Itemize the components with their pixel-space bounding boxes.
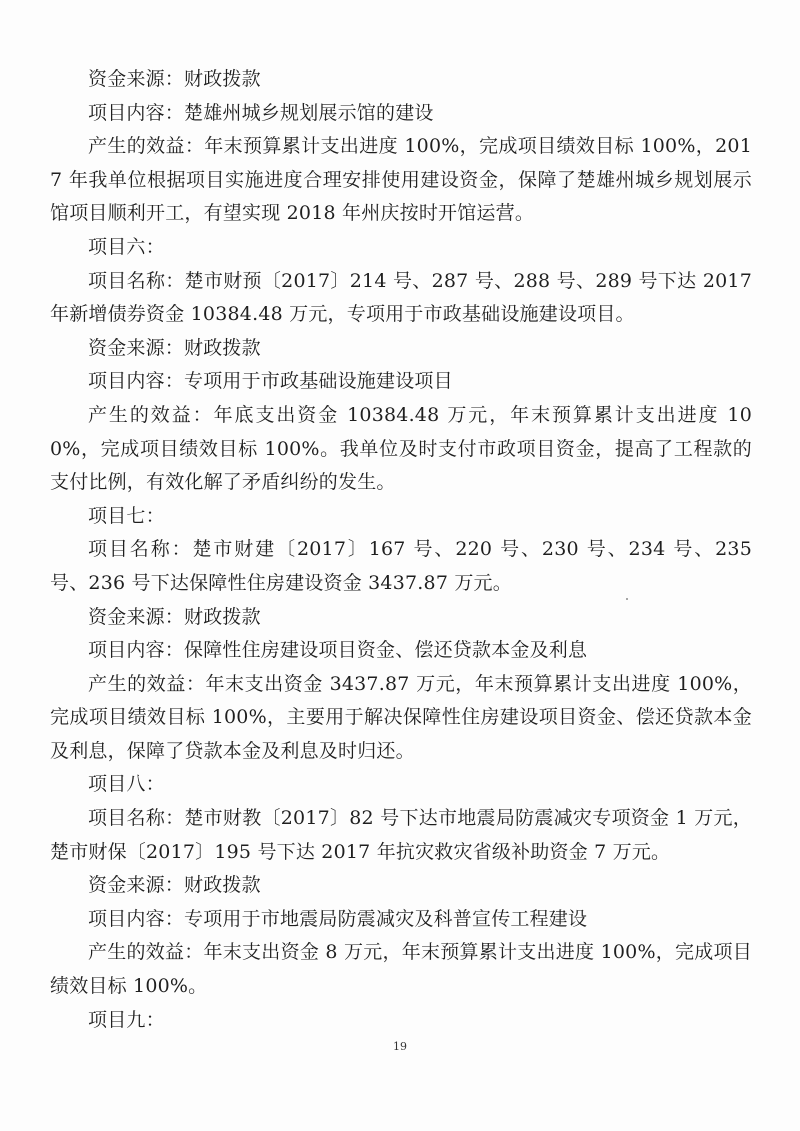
project-name-paragraph: 项目名称：楚市财预〔2017〕214 号、287 号、288 号、289 号下达 2017 年新增债券资金 10384.48 万元，专项用于市政基础设施建设项目。 <box>50 269 752 326</box>
benefit-paragraph: 产生的效益：年末预算累计支出进度 100%，完成项目绩效目标 100%，2017 年我单位根据项目实施进度合理安排使用建设资金，保障了楚雄州城乡规划展示馆项目顺利开工，有望实现 2018 年州庆按时开馆运营。 <box>50 135 752 225</box>
project-heading-8: 项目八： <box>88 773 165 796</box>
funding-source-paragraph: 资金来源：财政拨款 <box>88 605 261 628</box>
funding-source-paragraph: 资金来源：财政拨款 <box>88 68 261 90</box>
project-content-paragraph: 项目内容：楚雄州城乡规划展示馆的建设 <box>88 101 434 124</box>
project-heading-6: 项目六： <box>88 235 165 258</box>
benefit-paragraph: 产生的效益：年底支出资金 10384.48 万元，年末预算累计支出进度 100%，完成项目绩效目标 100%。我单位及时支付市政项目资金，提高了工程款的支付比例，有效化解了矛盾纠纷的发生。 <box>50 403 752 494</box>
project-name-paragraph: 项目名称：楚市财建〔2017〕167 号、220 号、230 号、234 号、235 号、236 号下达保障性住房建设资金 3437.87 万元。 <box>50 538 752 594</box>
project-heading-9: 项目九： <box>88 1008 165 1031</box>
project-content-paragraph: 项目内容：专项用于市地震局防震减灾及科普宣传工程建设 <box>88 907 588 930</box>
page-number: 19 <box>393 1040 407 1053</box>
project-content-paragraph: 项目内容：保障性住房建设项目资金、偿还贷款本金及利息 <box>88 639 588 662</box>
document-body <box>50 63 752 1037</box>
scan-speck <box>626 598 628 600</box>
funding-source-paragraph: 资金来源：财政拨款 <box>88 336 261 359</box>
benefit-paragraph: 产生的效益：年末支出资金 3437.87 万元，年末预算累计支出进度 100%，完成项目绩效目标 100%，主要用于解决保障性住房建设项目资金、偿还贷款本金及利息，保障了贷款本金及利息及时归还。 <box>50 672 752 762</box>
funding-source-paragraph: 资金来源：财政拨款 <box>88 874 261 897</box>
benefit-paragraph: 产生的效益：年末支出资金 8 万元，年末预算累计支出进度 100%，完成项目绩效目标 100%。 <box>50 941 752 998</box>
project-heading-7: 项目七： <box>88 504 165 527</box>
project-name-paragraph: 项目名称：楚市财教〔2017〕82 号下达市地震局防震减灾专项资金 1 万元，楚市财保〔2017〕195 号下达 2017 年抗灾救灾省级补助资金 7 万元。 <box>50 807 752 863</box>
project-content-paragraph: 项目内容：专项用于市政基础设施建设项目 <box>88 370 453 393</box>
